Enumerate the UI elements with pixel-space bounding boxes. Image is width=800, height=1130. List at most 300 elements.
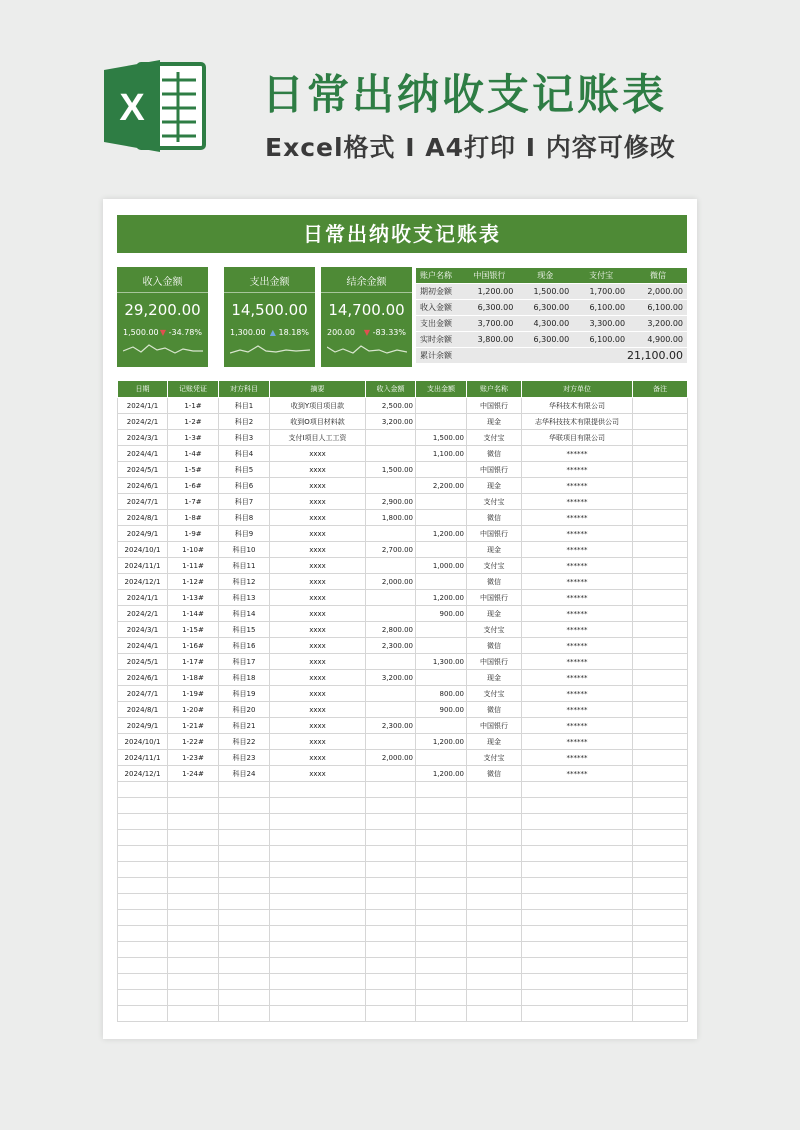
counterparty-cell[interactable]: ****** [522,574,633,590]
empty-cell[interactable] [118,862,168,878]
date-cell[interactable]: 2024/4/1 [118,446,168,462]
empty-cell[interactable] [118,782,168,798]
empty-cell[interactable] [168,830,219,846]
subject-cell[interactable]: 科目18 [219,670,270,686]
income-cell[interactable]: 2,000.00 [366,750,416,766]
income-cell[interactable] [366,526,416,542]
empty-cell[interactable] [522,798,633,814]
counterparty-cell[interactable]: ****** [522,718,633,734]
remark-cell[interactable] [633,750,688,766]
account-cell[interactable]: 支付宝 [467,558,522,574]
expense-cell[interactable]: 900.00 [416,702,467,718]
remark-cell[interactable] [633,414,688,430]
voucher-cell[interactable]: 1-4# [168,446,219,462]
date-cell[interactable]: 2024/6/1 [118,670,168,686]
subject-cell[interactable]: 科目3 [219,430,270,446]
voucher-cell[interactable]: 1-12# [168,574,219,590]
voucher-cell[interactable]: 1-15# [168,622,219,638]
voucher-cell[interactable]: 1-17# [168,654,219,670]
voucher-cell[interactable]: 1-16# [168,638,219,654]
account-cell[interactable]: 现金 [467,670,522,686]
account-cell[interactable]: 6,100.00 [573,332,629,348]
empty-cell[interactable] [522,830,633,846]
empty-cell[interactable] [633,926,688,942]
empty-cell[interactable] [219,990,270,1006]
expense-cell[interactable]: 1,200.00 [416,526,467,542]
account-cell[interactable]: 3,200.00 [629,316,687,332]
remark-cell[interactable] [633,542,688,558]
counterparty-cell[interactable]: ****** [522,558,633,574]
subject-cell[interactable]: 科目10 [219,542,270,558]
summary-cell[interactable]: xxxx [270,734,366,750]
date-cell[interactable]: 2024/5/1 [118,654,168,670]
empty-cell[interactable] [416,798,467,814]
empty-cell[interactable] [168,1006,219,1022]
summary-cell[interactable]: 支付I项目人工工资 [270,430,366,446]
empty-cell[interactable] [118,990,168,1006]
empty-cell[interactable] [467,942,522,958]
voucher-cell[interactable]: 1-18# [168,670,219,686]
empty-cell[interactable] [522,910,633,926]
account-cell[interactable]: 4,300.00 [517,316,573,332]
counterparty-cell[interactable]: ****** [522,702,633,718]
empty-cell[interactable] [366,894,416,910]
income-cell[interactable]: 2,700.00 [366,542,416,558]
empty-cell[interactable] [416,942,467,958]
remark-cell[interactable] [633,446,688,462]
counterparty-cell[interactable]: ****** [522,686,633,702]
summary-cell[interactable]: xxxx [270,606,366,622]
voucher-cell[interactable]: 1-9# [168,526,219,542]
date-cell[interactable]: 2024/11/1 [118,750,168,766]
counterparty-cell[interactable]: ****** [522,638,633,654]
empty-cell[interactable] [467,974,522,990]
empty-cell[interactable] [467,990,522,1006]
empty-cell[interactable] [270,798,366,814]
summary-cell[interactable]: xxxx [270,478,366,494]
empty-cell[interactable] [270,1006,366,1022]
expense-cell[interactable] [416,670,467,686]
empty-cell[interactable] [633,974,688,990]
income-cell[interactable]: 2,300.00 [366,638,416,654]
empty-cell[interactable] [270,942,366,958]
empty-cell[interactable] [219,830,270,846]
empty-cell[interactable] [270,894,366,910]
empty-cell[interactable] [633,910,688,926]
empty-cell[interactable] [118,846,168,862]
counterparty-cell[interactable]: 华科技术有限公司 [522,398,633,414]
empty-cell[interactable] [219,1006,270,1022]
empty-cell[interactable] [168,974,219,990]
subject-cell[interactable]: 科目21 [219,718,270,734]
subject-cell[interactable]: 科目7 [219,494,270,510]
empty-cell[interactable] [366,814,416,830]
account-cell[interactable]: 现金 [467,606,522,622]
expense-cell[interactable]: 1,200.00 [416,734,467,750]
empty-cell[interactable] [633,894,688,910]
subject-cell[interactable]: 科目20 [219,702,270,718]
remark-cell[interactable] [633,606,688,622]
voucher-cell[interactable]: 1-2# [168,414,219,430]
empty-cell[interactable] [168,782,219,798]
expense-cell[interactable] [416,638,467,654]
remark-cell[interactable] [633,734,688,750]
income-cell[interactable]: 2,300.00 [366,718,416,734]
date-cell[interactable]: 2024/1/1 [118,590,168,606]
voucher-cell[interactable]: 1-19# [168,686,219,702]
empty-cell[interactable] [366,990,416,1006]
expense-cell[interactable]: 800.00 [416,686,467,702]
empty-cell[interactable] [522,782,633,798]
remark-cell[interactable] [633,686,688,702]
income-cell[interactable] [366,702,416,718]
account-cell[interactable]: 微信 [467,574,522,590]
account-cell[interactable]: 微信 [467,446,522,462]
account-cell[interactable]: 中国银行 [467,590,522,606]
empty-cell[interactable] [467,814,522,830]
empty-cell[interactable] [366,798,416,814]
empty-cell[interactable] [219,878,270,894]
empty-cell[interactable] [416,910,467,926]
subject-cell[interactable]: 科目16 [219,638,270,654]
empty-cell[interactable] [270,782,366,798]
income-cell[interactable]: 2,800.00 [366,622,416,638]
empty-cell[interactable] [467,878,522,894]
empty-cell[interactable] [118,958,168,974]
voucher-cell[interactable]: 1-7# [168,494,219,510]
empty-cell[interactable] [633,782,688,798]
voucher-cell[interactable]: 1-14# [168,606,219,622]
income-cell[interactable] [366,734,416,750]
income-cell[interactable] [366,558,416,574]
counterparty-cell[interactable]: ****** [522,766,633,782]
date-cell[interactable]: 2024/5/1 [118,462,168,478]
summary-cell[interactable]: xxxx [270,494,366,510]
date-cell[interactable]: 2024/6/1 [118,478,168,494]
income-cell[interactable] [366,590,416,606]
account-cell[interactable]: 微信 [467,766,522,782]
expense-cell[interactable] [416,622,467,638]
empty-cell[interactable] [467,926,522,942]
summary-cell[interactable]: xxxx [270,718,366,734]
summary-cell[interactable]: xxxx [270,510,366,526]
income-cell[interactable]: 2,000.00 [366,574,416,590]
empty-cell[interactable] [270,926,366,942]
summary-cell[interactable]: xxxx [270,446,366,462]
empty-cell[interactable] [219,782,270,798]
empty-cell[interactable] [366,782,416,798]
empty-cell[interactable] [118,830,168,846]
account-cell[interactable]: 1,200.00 [461,284,517,300]
empty-cell[interactable] [270,862,366,878]
counterparty-cell[interactable]: ****** [522,734,633,750]
empty-cell[interactable] [467,798,522,814]
account-cell[interactable]: 支付宝 [467,750,522,766]
account-cell[interactable]: 6,300.00 [517,332,573,348]
voucher-cell[interactable]: 1-23# [168,750,219,766]
remark-cell[interactable] [633,398,688,414]
empty-cell[interactable] [416,862,467,878]
expense-cell[interactable]: 2,200.00 [416,478,467,494]
expense-cell[interactable]: 900.00 [416,606,467,622]
remark-cell[interactable] [633,558,688,574]
empty-cell[interactable] [522,926,633,942]
empty-cell[interactable] [467,862,522,878]
empty-cell[interactable] [270,974,366,990]
empty-cell[interactable] [118,798,168,814]
empty-cell[interactable] [168,910,219,926]
date-cell[interactable]: 2024/3/1 [118,622,168,638]
income-cell[interactable] [366,766,416,782]
voucher-cell[interactable]: 1-21# [168,718,219,734]
counterparty-cell[interactable]: ****** [522,510,633,526]
empty-cell[interactable] [219,958,270,974]
empty-cell[interactable] [366,862,416,878]
expense-cell[interactable] [416,398,467,414]
empty-cell[interactable] [416,830,467,846]
empty-cell[interactable] [416,894,467,910]
income-cell[interactable]: 3,200.00 [366,414,416,430]
empty-cell[interactable] [366,878,416,894]
voucher-cell[interactable]: 1-3# [168,430,219,446]
account-cell[interactable]: 现金 [467,478,522,494]
counterparty-cell[interactable]: ****** [522,622,633,638]
account-cell[interactable]: 中国银行 [467,462,522,478]
empty-cell[interactable] [366,958,416,974]
empty-cell[interactable] [366,942,416,958]
counterparty-cell[interactable]: ****** [522,750,633,766]
account-cell[interactable]: 6,100.00 [629,300,687,316]
account-cell[interactable]: 现金 [467,542,522,558]
account-cell[interactable]: 微信 [467,510,522,526]
income-cell[interactable] [366,606,416,622]
empty-cell[interactable] [366,926,416,942]
date-cell[interactable]: 2024/3/1 [118,430,168,446]
subject-cell[interactable]: 科目14 [219,606,270,622]
summary-cell[interactable]: xxxx [270,638,366,654]
empty-cell[interactable] [168,814,219,830]
voucher-cell[interactable]: 1-10# [168,542,219,558]
account-total-value[interactable]: 21,100.00 [461,348,687,364]
subject-cell[interactable]: 科目22 [219,734,270,750]
empty-cell[interactable] [118,878,168,894]
summary-cell[interactable]: xxxx [270,654,366,670]
counterparty-cell[interactable]: 志华科技技术有限提供公司 [522,414,633,430]
remark-cell[interactable] [633,494,688,510]
expense-cell[interactable] [416,494,467,510]
voucher-cell[interactable]: 1-5# [168,462,219,478]
empty-cell[interactable] [416,814,467,830]
empty-cell[interactable] [118,926,168,942]
empty-cell[interactable] [633,878,688,894]
voucher-cell[interactable]: 1-20# [168,702,219,718]
counterparty-cell[interactable]: ****** [522,478,633,494]
summary-cell[interactable]: xxxx [270,574,366,590]
empty-cell[interactable] [633,830,688,846]
summary-cell[interactable]: xxxx [270,702,366,718]
summary-cell[interactable]: xxxx [270,750,366,766]
account-cell[interactable]: 3,800.00 [461,332,517,348]
remark-cell[interactable] [633,702,688,718]
counterparty-cell[interactable]: ****** [522,590,633,606]
voucher-cell[interactable]: 1-6# [168,478,219,494]
subject-cell[interactable]: 科目6 [219,478,270,494]
summary-cell[interactable]: xxxx [270,462,366,478]
empty-cell[interactable] [522,1006,633,1022]
account-cell[interactable]: 6,100.00 [573,300,629,316]
empty-cell[interactable] [270,814,366,830]
date-cell[interactable]: 2024/11/1 [118,558,168,574]
empty-cell[interactable] [118,1006,168,1022]
account-cell[interactable]: 微信 [467,702,522,718]
empty-cell[interactable] [118,894,168,910]
expense-cell[interactable] [416,510,467,526]
empty-cell[interactable] [219,894,270,910]
empty-cell[interactable] [219,862,270,878]
empty-cell[interactable] [416,878,467,894]
summary-cell[interactable]: xxxx [270,590,366,606]
empty-cell[interactable] [467,830,522,846]
empty-cell[interactable] [522,878,633,894]
empty-cell[interactable] [168,846,219,862]
summary-cell[interactable]: xxxx [270,622,366,638]
subject-cell[interactable]: 科目9 [219,526,270,542]
account-cell[interactable]: 1,500.00 [517,284,573,300]
empty-cell[interactable] [366,910,416,926]
empty-cell[interactable] [366,830,416,846]
empty-cell[interactable] [522,990,633,1006]
empty-cell[interactable] [270,958,366,974]
summary-cell[interactable]: xxxx [270,686,366,702]
expense-cell[interactable] [416,718,467,734]
empty-cell[interactable] [633,814,688,830]
expense-cell[interactable]: 1,200.00 [416,766,467,782]
empty-cell[interactable] [270,878,366,894]
empty-cell[interactable] [366,974,416,990]
subject-cell[interactable]: 科目15 [219,622,270,638]
subject-cell[interactable]: 科目12 [219,574,270,590]
income-cell[interactable]: 1,500.00 [366,462,416,478]
subject-cell[interactable]: 科目17 [219,654,270,670]
subject-cell[interactable]: 科目4 [219,446,270,462]
counterparty-cell[interactable]: ****** [522,670,633,686]
empty-cell[interactable] [467,958,522,974]
empty-cell[interactable] [219,910,270,926]
empty-cell[interactable] [633,798,688,814]
empty-cell[interactable] [633,1006,688,1022]
remark-cell[interactable] [633,670,688,686]
counterparty-cell[interactable]: ****** [522,654,633,670]
empty-cell[interactable] [168,958,219,974]
counterparty-cell[interactable]: 华联项目有限公司 [522,430,633,446]
empty-cell[interactable] [416,990,467,1006]
expense-cell[interactable]: 1,200.00 [416,590,467,606]
subject-cell[interactable]: 科目5 [219,462,270,478]
account-cell[interactable]: 现金 [467,734,522,750]
date-cell[interactable]: 2024/9/1 [118,718,168,734]
empty-cell[interactable] [522,958,633,974]
expense-cell[interactable]: 1,000.00 [416,558,467,574]
empty-cell[interactable] [219,926,270,942]
empty-cell[interactable] [522,862,633,878]
subject-cell[interactable]: 科目1 [219,398,270,414]
date-cell[interactable]: 2024/1/1 [118,398,168,414]
empty-cell[interactable] [522,894,633,910]
summary-cell[interactable]: 收到O项目材料款 [270,414,366,430]
account-cell[interactable]: 6,300.00 [517,300,573,316]
empty-cell[interactable] [522,846,633,862]
remark-cell[interactable] [633,462,688,478]
account-cell[interactable]: 中国银行 [467,398,522,414]
date-cell[interactable]: 2024/4/1 [118,638,168,654]
empty-cell[interactable] [118,910,168,926]
account-cell[interactable]: 微信 [467,638,522,654]
account-cell[interactable]: 支付宝 [467,686,522,702]
date-cell[interactable]: 2024/7/1 [118,686,168,702]
empty-cell[interactable] [118,974,168,990]
empty-cell[interactable] [270,990,366,1006]
account-cell[interactable]: 中国银行 [467,718,522,734]
counterparty-cell[interactable]: ****** [522,446,633,462]
summary-cell[interactable]: xxxx [270,542,366,558]
empty-cell[interactable] [416,974,467,990]
voucher-cell[interactable]: 1-1# [168,398,219,414]
income-cell[interactable] [366,686,416,702]
empty-cell[interactable] [522,814,633,830]
remark-cell[interactable] [633,622,688,638]
date-cell[interactable]: 2024/10/1 [118,734,168,750]
subject-cell[interactable]: 科目8 [219,510,270,526]
date-cell[interactable]: 2024/12/1 [118,766,168,782]
account-cell[interactable]: 中国银行 [467,526,522,542]
subject-cell[interactable]: 科目13 [219,590,270,606]
empty-cell[interactable] [168,942,219,958]
income-cell[interactable]: 3,200.00 [366,670,416,686]
empty-cell[interactable] [270,830,366,846]
expense-cell[interactable]: 1,500.00 [416,430,467,446]
empty-cell[interactable] [270,910,366,926]
counterparty-cell[interactable]: ****** [522,526,633,542]
empty-cell[interactable] [168,894,219,910]
empty-cell[interactable] [633,846,688,862]
empty-cell[interactable] [416,958,467,974]
empty-cell[interactable] [633,942,688,958]
empty-cell[interactable] [219,814,270,830]
empty-cell[interactable] [168,878,219,894]
expense-cell[interactable]: 1,100.00 [416,446,467,462]
account-cell[interactable]: 1,700.00 [573,284,629,300]
date-cell[interactable]: 2024/9/1 [118,526,168,542]
counterparty-cell[interactable]: ****** [522,606,633,622]
empty-cell[interactable] [366,1006,416,1022]
empty-cell[interactable] [467,894,522,910]
account-cell[interactable]: 3,300.00 [573,316,629,332]
expense-cell[interactable] [416,414,467,430]
empty-cell[interactable] [416,1006,467,1022]
voucher-cell[interactable]: 1-22# [168,734,219,750]
income-cell[interactable]: 2,900.00 [366,494,416,510]
subject-cell[interactable]: 科目19 [219,686,270,702]
remark-cell[interactable] [633,478,688,494]
account-cell[interactable]: 中国银行 [467,654,522,670]
income-cell[interactable]: 2,500.00 [366,398,416,414]
empty-cell[interactable] [467,846,522,862]
account-cell[interactable]: 支付宝 [467,430,522,446]
remark-cell[interactable] [633,430,688,446]
voucher-cell[interactable]: 1-11# [168,558,219,574]
empty-cell[interactable] [168,990,219,1006]
expense-cell[interactable] [416,750,467,766]
